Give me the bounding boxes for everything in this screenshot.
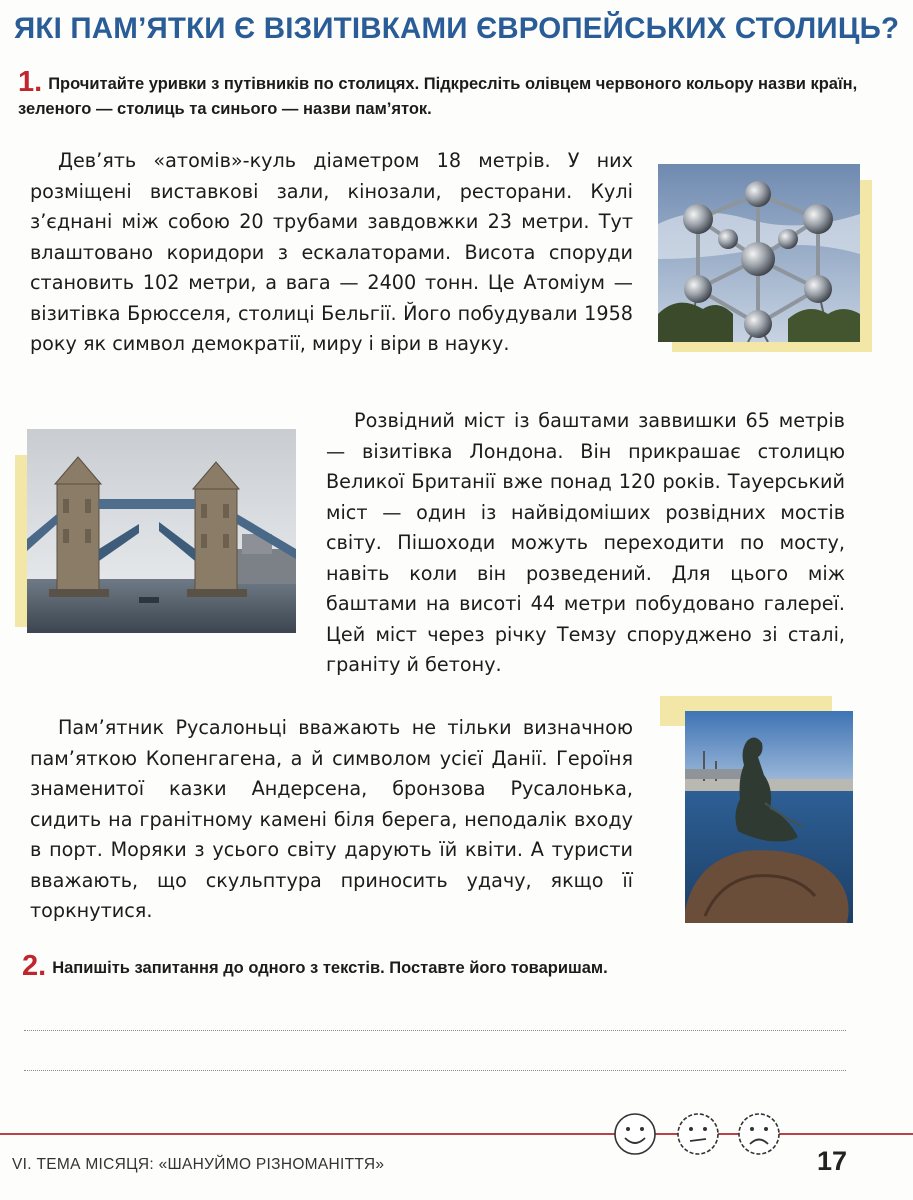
text-copenhagen: Пам’ятник Русалоньці вважають не тільки визначною пам’яткою Копенгагена, а й символом усієї Данії. Героїня знаменитої казки Андерсена, бронзова Русалонька, сидить на гранітному камені біля берега, неподалік входу в порт. Моряки з усього світу дарують їй квіти. А туристи вважають, що скульптура приносить удачу, якщо її торкнутися. xyxy=(30,716,633,922)
page-number: 17 xyxy=(816,1146,847,1176)
text-london: Розвідний міст із баштами заввишки 65 метрів — візитівка Лондона. Він прикрашає столицю Великої Британії вже понад 120 років. Тауерський міст — один із найвідоміших розвідних мостів світу. Пішоходи можуть переходити по мосту, навіть коли він розведений. Для цього між баштами на висоті 44 метри побудовано галереї. Цей міст через річку Темзу споруджено зі сталі, граніту й бетону. xyxy=(326,409,845,676)
answer-line-2[interactable] xyxy=(24,1070,846,1071)
smiley-sad-icon[interactable] xyxy=(736,1111,782,1157)
smiley-happy-icon[interactable] xyxy=(612,1111,658,1157)
task-1-text: Прочитайте уривки з путівників по столицях. Підкресліть олівцем червоного кольору назви країн, зеленого — столиць та синього — назви пам’яток. xyxy=(18,75,858,118)
text-brussels: Дев’ять «атомів»-куль діаметром 18 метрів. У них розміщені виставкові зали, кінозали, ресторани. Кулі з’єднані між собою 20 трубами завдовжки 23 метри. Тут влаштовано коридори з ескалаторами. Висота споруди становить 102 метри, а вага — 2400 тонн. Це Атоміум — візитівка Брюсселя, столиці Бельгії. Його побудували 1958 року як символ демократії, миру і віри в науку. xyxy=(30,149,633,355)
footer-text: VI. ТЕМА МІСЯЦЯ: «ШАНУЙМО РІЗНОМАНІТТЯ» xyxy=(12,1156,385,1173)
task-2-text: Напишіть запитання до одного з текстів. Поставте його товаришам. xyxy=(52,959,608,977)
answer-line-1[interactable] xyxy=(24,1030,846,1031)
task-1-number: 1. xyxy=(18,66,43,98)
task-2-number: 2. xyxy=(22,950,47,982)
task-1 xyxy=(18,66,878,122)
task-2 xyxy=(22,950,882,982)
smiley-neutral-icon[interactable] xyxy=(675,1111,721,1157)
page-title: ЯКІ ПАМ’ЯТКИ Є ВІЗИТІВКАМИ ЄВРОПЕЙСЬКИХ СТОЛИЦЬ? xyxy=(14,12,900,45)
